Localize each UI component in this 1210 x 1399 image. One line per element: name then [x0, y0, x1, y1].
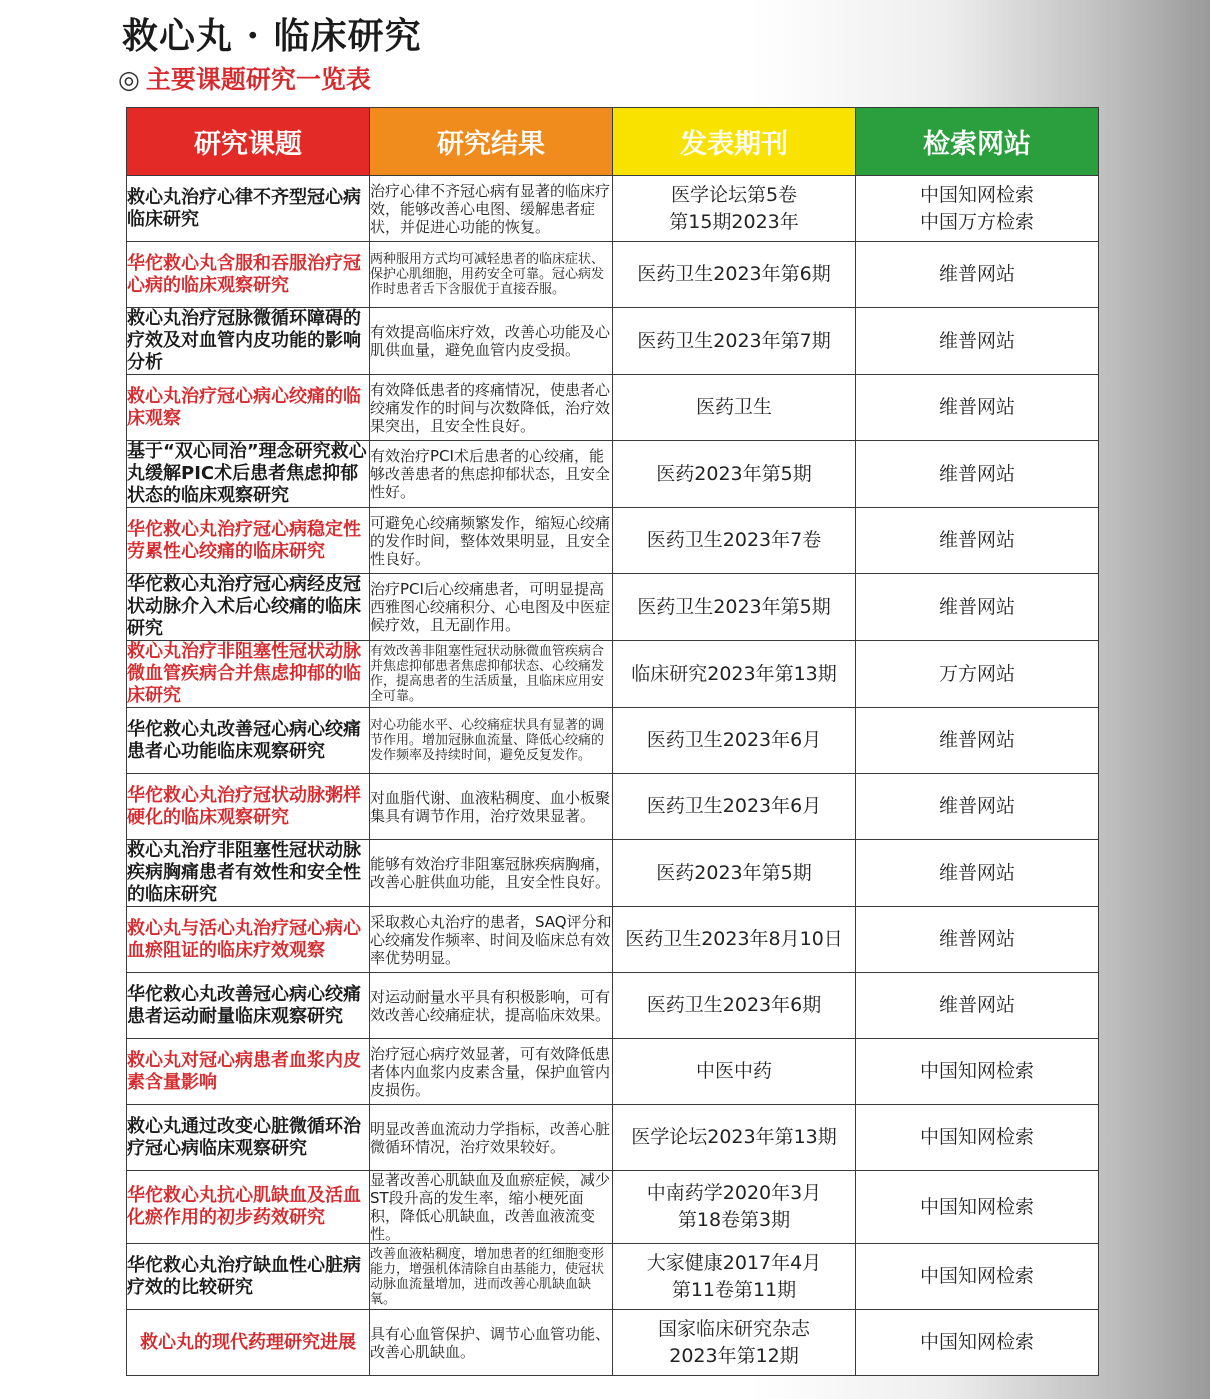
table-row	[127, 176, 1099, 242]
journal-cell: 临床研究2023年第13期	[613, 641, 856, 708]
site-cell: 维普网站	[856, 375, 1099, 441]
table-row	[127, 1039, 1099, 1105]
journal-cell: 医药卫生2023年6期	[613, 973, 856, 1039]
journal-cell: 医药卫生	[613, 375, 856, 441]
result-cell: 治疗心律不齐冠心病有显著的临床疗效，能够改善心电图、缓解患者症状，并促进心功能的恢复。	[370, 176, 613, 242]
journal-cell: 医药卫生2023年第7期	[613, 308, 856, 375]
journal-cell: 医药卫生2023年6月	[613, 774, 856, 840]
header-result: 研究结果	[370, 108, 613, 176]
table-row	[127, 907, 1099, 973]
result-cell: 明显改善血流动力学指标，改善心脏微循环情况，治疗效果较好。	[370, 1105, 613, 1171]
topic-cell: 基于“双心同治”理念研究救心丸缓解PIC术后患者焦虑抑郁状态的临床观察研究	[127, 441, 370, 508]
journal-cell: 医药卫生2023年6月	[613, 708, 856, 774]
table-row	[127, 508, 1099, 574]
journal-cell: 医学论坛2023年第13期	[613, 1105, 856, 1171]
page-subtitle	[118, 60, 371, 96]
table-row	[127, 641, 1099, 708]
topic-cell: 华佗救心丸治疗冠状动脉粥样硬化的临床观察研究	[127, 774, 370, 840]
journal-cell: 大家健康2017年4月 第11卷第11期	[613, 1244, 856, 1310]
site-cell: 中国知网检索	[856, 1105, 1099, 1171]
journal-cell: 国家临床研究杂志 2023年第12期	[613, 1310, 856, 1376]
table-row	[127, 1310, 1099, 1376]
site-cell: 中国知网检索	[856, 1310, 1099, 1376]
topic-cell: 救心丸治疗冠心病心绞痛的临床观察	[127, 375, 370, 441]
site-cell: 维普网站	[856, 774, 1099, 840]
result-cell: 对运动耐量水平具有积极影响，可有效改善心绞痛症状，提高临床效果。	[370, 973, 613, 1039]
site-cell: 中国知网检索	[856, 1244, 1099, 1310]
journal-cell: 中医中药	[613, 1039, 856, 1105]
table-row	[127, 574, 1099, 641]
topic-cell: 救心丸对冠心病患者血浆内皮素含量影响	[127, 1039, 370, 1105]
site-cell: 维普网站	[856, 242, 1099, 308]
result-cell: 采取救心丸治疗的患者，SAQ评分和心绞痛发作频率、时间及临床总有效率优势明显。	[370, 907, 613, 973]
result-cell: 有效治疗PCI术后患者的心绞痛，能够改善患者的焦虑抑郁状态，且安全性好。	[370, 441, 613, 508]
topic-cell: 救心丸通过改变心脏微循环治疗冠心病临床观察研究	[127, 1105, 370, 1171]
result-cell: 显著改善心肌缺血及血瘀症候，减少ST段升高的发生率，缩小梗死面积，降低心肌缺血，改善血液流变性。	[370, 1171, 613, 1244]
table-row	[127, 840, 1099, 907]
journal-cell: 医药卫生2023年第6期	[613, 242, 856, 308]
site-cell: 中国知网检索	[856, 1171, 1099, 1244]
topic-cell: 救心丸治疗非阻塞性冠状动脉微血管疾病合并焦虑抑郁的临床研究	[127, 641, 370, 708]
circle-mark-icon: ◎	[118, 65, 140, 94]
journal-cell: 中南药学2020年3月 第18卷第3期	[613, 1171, 856, 1244]
table-header-row	[127, 108, 1099, 176]
journal-cell: 医药2023年第5期	[613, 441, 856, 508]
table-row	[127, 1171, 1099, 1244]
site-cell: 维普网站	[856, 574, 1099, 641]
result-cell: 有效改善非阻塞性冠状动脉微血管疾病合并焦虑抑郁患者焦虑抑郁状态、心绞痛发作，提高患者的生活质量，且临床应用安全可靠。	[370, 641, 613, 708]
topic-cell: 华佗救心丸含服和吞服治疗冠心病的临床观察研究	[127, 242, 370, 308]
site-cell: 万方网站	[856, 641, 1099, 708]
table-row	[127, 1105, 1099, 1171]
topic-cell: 华佗救心丸改善冠心病心绞痛患者心功能临床观察研究	[127, 708, 370, 774]
result-cell: 具有心血管保护、调节心血管功能、改善心肌缺血。	[370, 1310, 613, 1376]
site-cell: 维普网站	[856, 308, 1099, 375]
site-cell: 维普网站	[856, 973, 1099, 1039]
research-table	[126, 107, 1099, 1376]
table-row	[127, 375, 1099, 441]
journal-cell: 医药卫生2023年8月10日	[613, 907, 856, 973]
result-cell: 改善血液粘稠度，增加患者的红细胞变形能力，增强机体清除自由基能力，使冠状动脉血流量增加，进而改善心肌缺血缺氧。	[370, 1244, 613, 1310]
site-cell: 维普网站	[856, 441, 1099, 508]
subtitle-text: 主要课题研究一览表	[145, 65, 371, 94]
topic-cell: 华佗救心丸治疗冠心病经皮冠状动脉介入术后心绞痛的临床研究	[127, 574, 370, 641]
site-cell: 维普网站	[856, 907, 1099, 973]
topic-cell: 华佗救心丸治疗冠心病稳定性劳累性心绞痛的临床研究	[127, 508, 370, 574]
journal-cell: 医学论坛第5卷 第15期2023年	[613, 176, 856, 242]
topic-cell: 华佗救心丸抗心肌缺血及活血化瘀作用的初步药效研究	[127, 1171, 370, 1244]
site-cell: 维普网站	[856, 708, 1099, 774]
topic-cell: 救心丸治疗冠脉微循环障碍的疗效及对血管内皮功能的影响分析	[127, 308, 370, 375]
result-cell: 有效提高临床疗效，改善心功能及心肌供血量，避免血管内皮受损。	[370, 308, 613, 375]
site-cell: 中国知网检索 中国万方检索	[856, 176, 1099, 242]
table-row	[127, 308, 1099, 375]
result-cell: 能够有效治疗非阻塞冠脉疾病胸痛，改善心脏供血功能，且安全性良好。	[370, 840, 613, 907]
table-row	[127, 973, 1099, 1039]
journal-cell: 医药卫生2023年7卷	[613, 508, 856, 574]
result-cell: 可避免心绞痛频繁发作，缩短心绞痛的发作时间，整体效果明显，且安全性良好。	[370, 508, 613, 574]
header-site: 检索网站	[856, 108, 1099, 176]
topic-cell: 救心丸的现代药理研究进展	[127, 1310, 370, 1376]
header-journal: 发表期刊	[613, 108, 856, 176]
result-cell: 治疗冠心病疗效显著，可有效降低患者体内血浆内皮素含量，保护血管内皮损伤。	[370, 1039, 613, 1105]
page-title: 救心丸 · 临床研究	[122, 15, 422, 57]
journal-cell: 医药2023年第5期	[613, 840, 856, 907]
topic-cell: 华佗救心丸改善冠心病心绞痛患者运动耐量临床观察研究	[127, 973, 370, 1039]
site-cell: 维普网站	[856, 840, 1099, 907]
result-cell: 有效降低患者的疼痛情况，使患者心绞痛发作的时间与次数降低，治疗效果突出，且安全性良好。	[370, 375, 613, 441]
header-topic: 研究课题	[127, 108, 370, 176]
table-row	[127, 708, 1099, 774]
result-cell: 治疗PCI后心绞痛患者，可明显提高西雅图心绞痛积分、心电图及中医症候疗效，且无副作用。	[370, 574, 613, 641]
table-row	[127, 441, 1099, 508]
result-cell: 两种服用方式均可减轻患者的临床症状、保护心肌细胞，用药安全可靠。冠心病发作时患者舌下含服优于直接吞服。	[370, 242, 613, 308]
table-row	[127, 242, 1099, 308]
site-cell: 维普网站	[856, 508, 1099, 574]
table-row	[127, 774, 1099, 840]
result-cell: 对血脂代谢、血液粘稠度、血小板聚集具有调节作用，治疗效果显著。	[370, 774, 613, 840]
topic-cell: 救心丸治疗心律不齐型冠心病临床研究	[127, 176, 370, 242]
result-cell: 对心功能水平、心绞痛症状具有显著的调节作用。增加冠脉血流量、降低心绞痛的发作频率及持续时间，避免反复发作。	[370, 708, 613, 774]
topic-cell: 救心丸治疗非阻塞性冠状动脉疾病胸痛患者有效性和安全性的临床研究	[127, 840, 370, 907]
journal-cell: 医药卫生2023年第5期	[613, 574, 856, 641]
topic-cell: 华佗救心丸治疗缺血性心脏病疗效的比较研究	[127, 1244, 370, 1310]
topic-cell: 救心丸与活心丸治疗冠心病心血瘀阻证的临床疗效观察	[127, 907, 370, 973]
site-cell: 中国知网检索	[856, 1039, 1099, 1105]
table-row	[127, 1244, 1099, 1310]
